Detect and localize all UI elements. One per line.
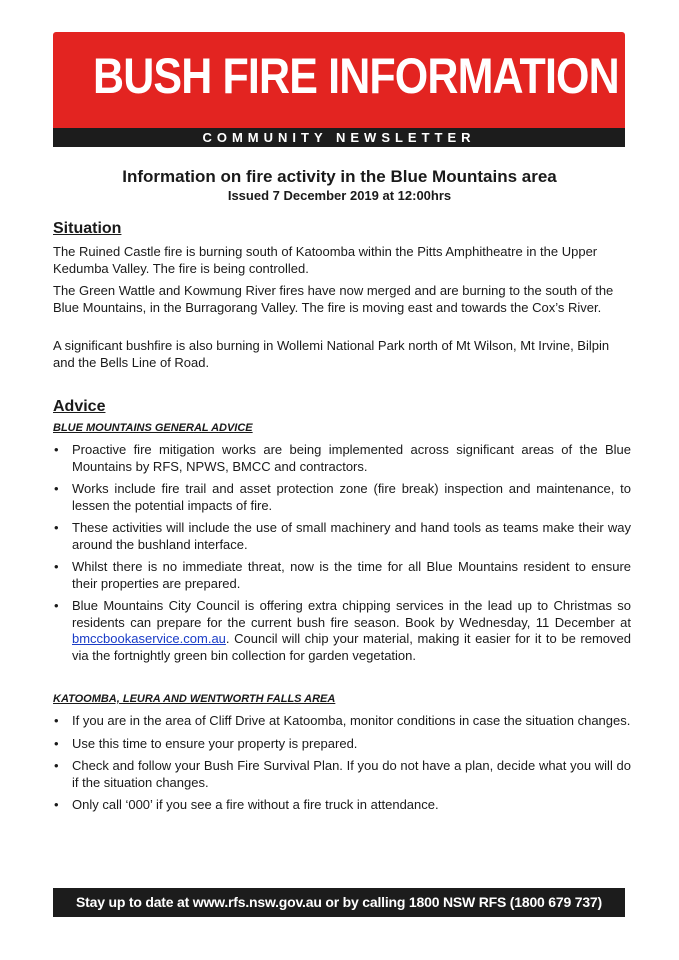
bmcc-booking-link[interactable]: bmccbookaservice.com.au xyxy=(72,631,226,646)
bullet-icon: • xyxy=(54,735,59,751)
situation-paragraph-2: The Green Wattle and Kowmung River fires have now merged and are burning to the south of the Blue Mountains, in the Burragorang Valley. The fire is moving east and towards the Cox’s River. xyxy=(53,283,614,315)
list-item-chipping: • Blue Mountains City Council is offering extra chipping services in the lead up to Christmas so residents can prepare for the current bush fire season. Book by Wednesday, 11 December at bmccbookaservice.com.au. Council will chip your material, making it easier for it to be removed via the fortnightly green bin collection for garden vegetation. xyxy=(54,598,631,663)
advice-heading: Advice xyxy=(53,398,106,415)
katoomba-advice-list xyxy=(53,713,631,820)
community-newsletter-bar: COMMUNITY NEWSLETTER xyxy=(53,128,625,147)
list-item: • Proactive fire mitigation works are being implemented across significant areas of the Blue Mountains by RFS, NPWS, BMCC and contractors. xyxy=(54,442,631,474)
bullet-icon: • xyxy=(54,520,59,535)
situation-paragraph-1: The Ruined Castle fire is burning south of Katoomba within the Pitts Amphitheatre in the Upper Kedumba Valley. The fire is being controlled. xyxy=(53,244,598,276)
katoomba-area-subheading: KATOOMBA, LEURA AND WENTWORTH FALLS AREA xyxy=(53,693,336,705)
situation-paragraph-3: A significant bushfire is also burning in Wollemi National Park north of Mt Wilson, Mt Irvine, Bilpin and the Bells Line of Road. xyxy=(53,338,610,370)
general-advice-subheading: BLUE MOUNTAINS GENERAL ADVICE xyxy=(53,422,253,434)
list-item: • Whilst there is no immediate threat, now is the time for all Blue Mountains resident to ensure their properties are prepared. xyxy=(54,559,631,591)
bullet-icon: • xyxy=(54,713,59,728)
general-advice-list xyxy=(53,442,631,670)
bullet-icon: • xyxy=(54,559,59,574)
document-headline: Information on fire activity in the Blue Mountains area xyxy=(122,167,557,186)
bullet-icon: • xyxy=(54,598,59,613)
list-item: • These activities will include the use of small machinery and hand tools as teams make their way around the bushland interface. xyxy=(54,520,631,552)
bullet-icon: • xyxy=(54,481,59,496)
list-item: • Only call ‘000’ if you see a fire without a fire truck in attendance. xyxy=(54,797,439,812)
banner-title: BUSH FIRE INFORMATION xyxy=(93,48,619,104)
list-item: • Works include fire trail and asset protection zone (fire break) inspection and maintenance, to lessen the potential impacts of fire. xyxy=(54,481,631,513)
newsletter-banner xyxy=(53,32,625,128)
bullet-icon: • xyxy=(54,797,59,812)
contact-footer-bar: Stay up to date at www.rfs.nsw.gov.au or by calling 1800 NSW RFS (1800 679 737) xyxy=(53,888,625,917)
bullet-icon: • xyxy=(54,758,59,773)
list-item: • If you are in the area of Cliff Drive at Katoomba, monitor conditions in case the situation changes. xyxy=(54,713,631,728)
bullet-icon: • xyxy=(54,442,59,457)
issued-date: Issued 7 December 2019 at 12:00hrs xyxy=(227,188,452,203)
list-item: • Use this time to ensure your property is prepared. xyxy=(54,735,358,751)
situation-heading: Situation xyxy=(53,220,122,237)
list-item: • Check and follow your Bush Fire Survival Plan. If you do not have a plan, decide what you will do if the situation changes. xyxy=(54,758,631,790)
